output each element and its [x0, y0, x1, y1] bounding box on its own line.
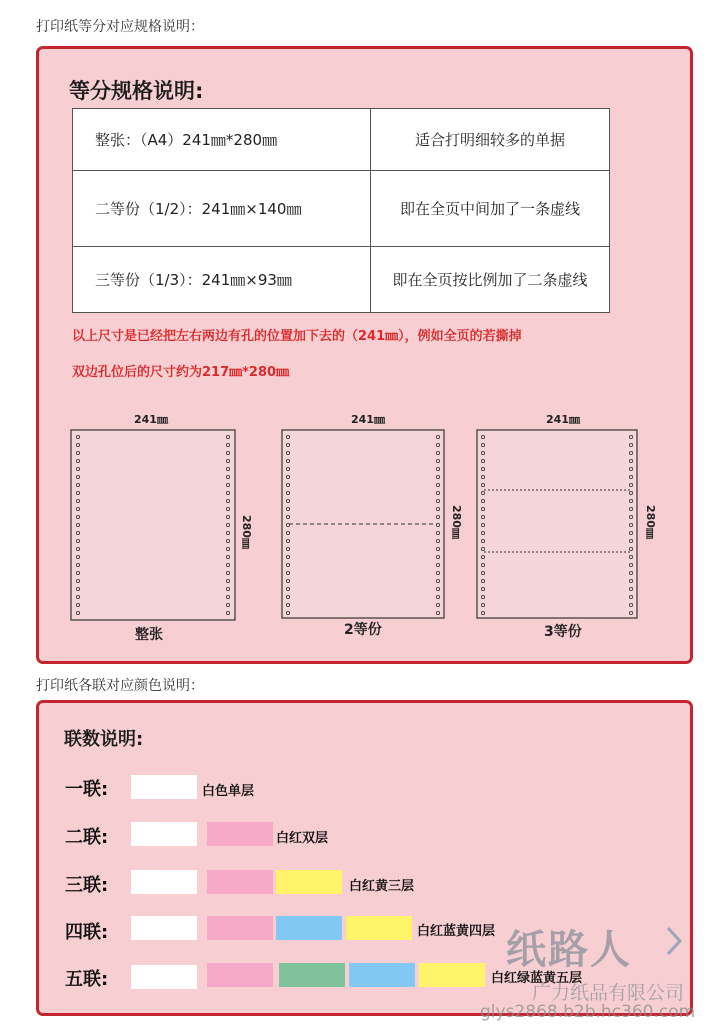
table-row: [73, 109, 610, 171]
sheet-width-label: 241㎜: [134, 413, 168, 426]
ply-heading: 联数说明:: [64, 729, 144, 750]
size-note-line2: 双边孔位后的尺寸约为217㎜*280㎜: [72, 365, 290, 380]
color-swatch-white: [131, 965, 197, 989]
chevron-right-icon: [664, 926, 684, 956]
sheet-width-label: 241㎜: [546, 413, 580, 426]
ply-row-label: 一联:: [65, 779, 109, 800]
spec-desc-cell: 适合打明细较多的单据: [371, 109, 610, 171]
color-swatch-white: [131, 775, 197, 799]
sheet-caption: 3等份: [544, 624, 582, 640]
sheet-full-diagram: [70, 429, 236, 621]
color-swatch-pink: [207, 963, 273, 987]
watermark-url: glys2868.b2b.hc360.com: [480, 1002, 696, 1022]
sheet-height-label: 280㎜: [644, 505, 657, 539]
sheet-height-label: 280㎜: [450, 505, 463, 539]
ply-row-text: 白红双层: [276, 831, 329, 846]
sheet-width-label: 241㎜: [351, 413, 385, 426]
color-swatch-blue: [276, 916, 342, 940]
ply-row-label: 二联:: [65, 827, 109, 848]
color-swatch-pink: [207, 870, 273, 894]
ply-row-text: 白红黄三层: [349, 879, 415, 894]
spec-panel: [36, 46, 693, 664]
spec-table: [72, 108, 610, 313]
color-swatch-white: [131, 870, 197, 894]
size-note-line1: 以上尺寸是已经把左右两边有孔的位置加下去的（241㎜），例如全页的若撕掉: [72, 329, 522, 344]
color-swatch-white: [131, 822, 197, 846]
color-swatch-white: [131, 916, 197, 940]
spec-size-cell: 整张：（A4）241㎜*280㎜: [73, 109, 371, 171]
sheet-caption: 整张: [135, 627, 163, 643]
color-swatch-green: [279, 963, 345, 987]
watermark-company: 广力纸品有限公司: [532, 982, 685, 1004]
watermark-logo: 纸路人: [506, 927, 632, 973]
ply-row-text: 白色单层: [202, 784, 255, 799]
spec-size-cell: 二等份（1/2）：241㎜×140㎜: [73, 171, 371, 247]
color-swatch-blue: [349, 963, 415, 987]
spec-size-cell: 三等份（1/3）：241㎜×93㎜: [73, 247, 371, 313]
color-swatch-pink: [207, 916, 273, 940]
color-swatch-yellow: [346, 916, 412, 940]
ply-row-label: 四联:: [65, 922, 109, 943]
spec-desc-cell: 即在全页按比例加了二条虚线: [371, 247, 610, 313]
spec-heading: 等分规格说明:: [69, 79, 204, 103]
ply-row-text: 白红绿蓝黄五层: [491, 971, 583, 986]
color-swatch-yellow: [419, 963, 485, 987]
sheet-third-diagram: [476, 429, 638, 619]
sheet-height-label: 280㎜: [240, 515, 253, 549]
ply-row-label: 五联:: [65, 969, 109, 990]
section2-title: 打印纸各联对应颜色说明：: [36, 678, 204, 694]
table-row: [73, 171, 610, 247]
color-swatch-yellow: [276, 870, 342, 894]
ply-row-text: 白红蓝黄四层: [417, 924, 496, 939]
spec-desc-cell: 即在全页中间加了一条虚线: [371, 171, 610, 247]
color-swatch-pink: [207, 822, 273, 846]
ply-row-label: 三联:: [65, 875, 109, 896]
sheet-half-diagram: [281, 429, 445, 619]
sheet-caption: 2等份: [344, 622, 382, 638]
section1-title: 打印纸等分对应规格说明：: [36, 19, 204, 35]
table-row: [73, 247, 610, 313]
